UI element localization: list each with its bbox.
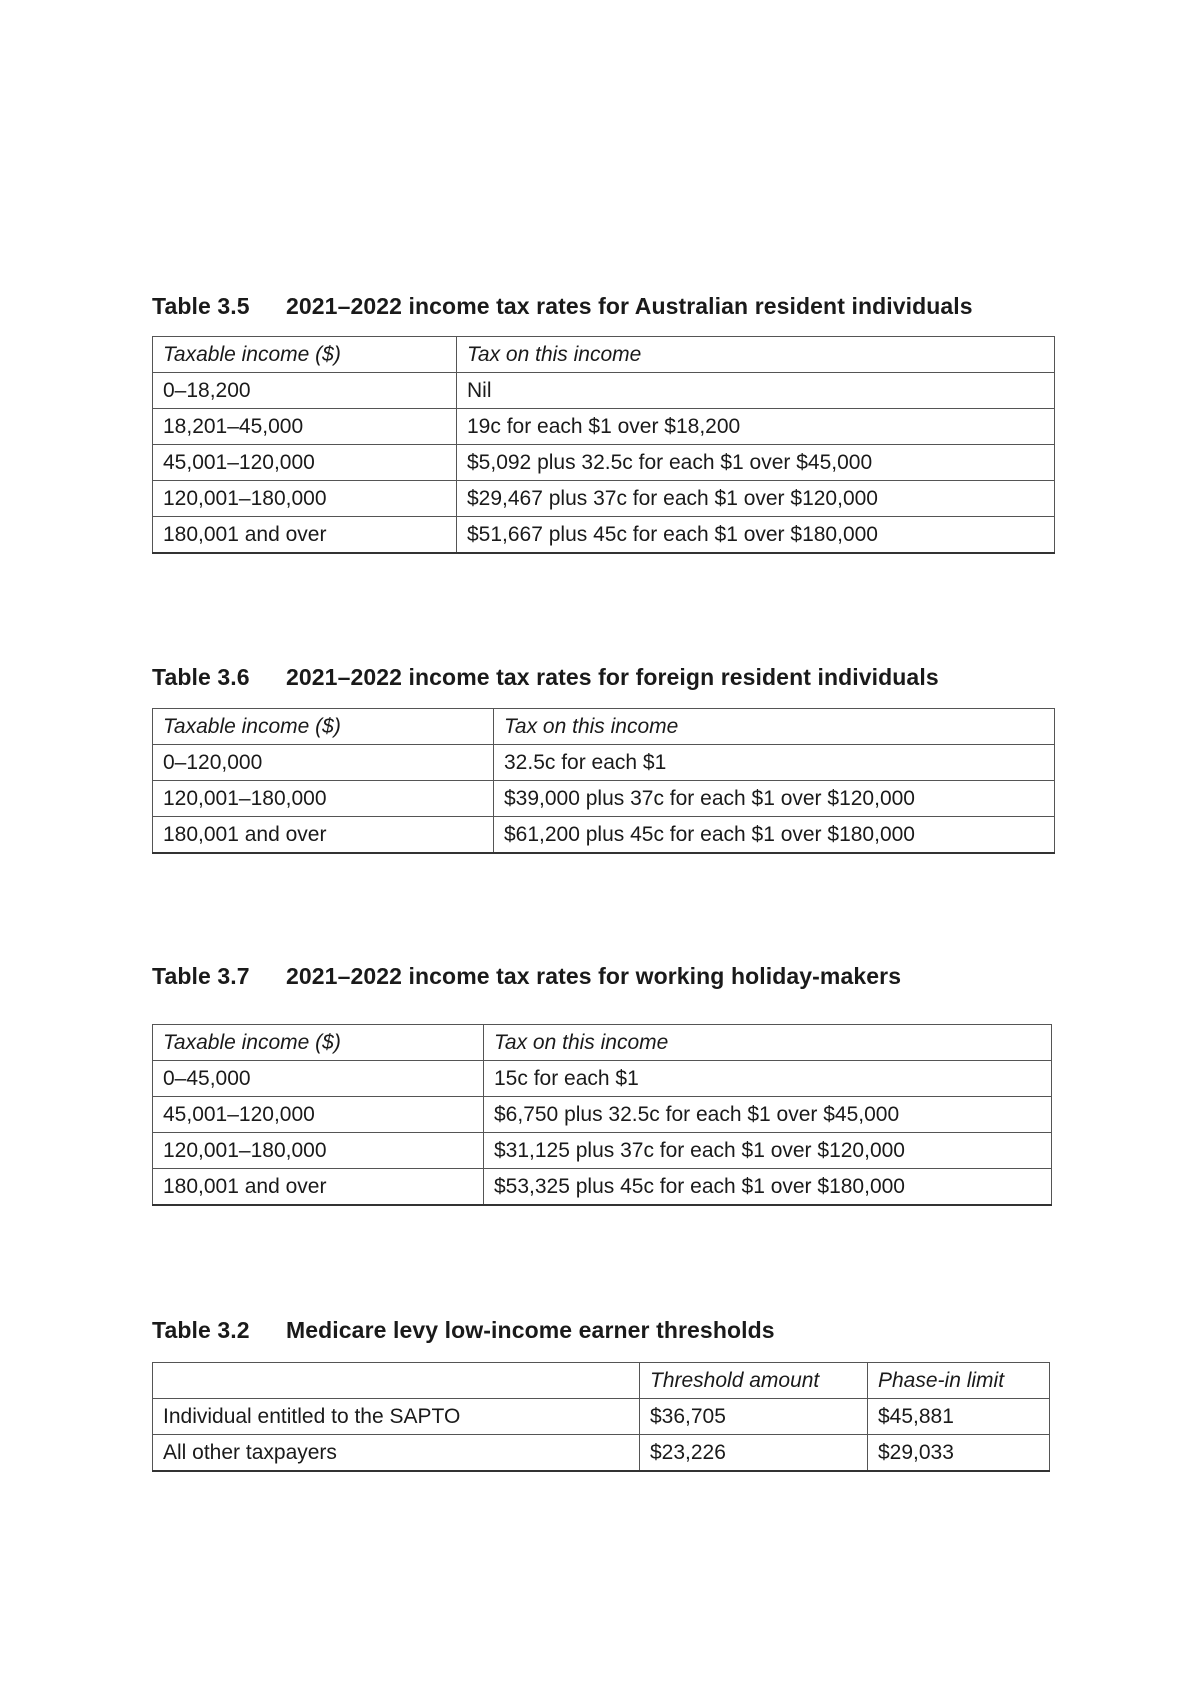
table-row (153, 1435, 1050, 1472)
table-cell: Nil (457, 373, 1055, 409)
table-row (153, 745, 1055, 781)
table-cell: $39,000 plus 37c for each $1 over $120,000 (494, 781, 1055, 817)
table-cell: 0–18,200 (153, 373, 457, 409)
table-cell: 0–45,000 (153, 1061, 484, 1097)
table-cell: $53,325 plus 45c for each $1 over $180,000 (484, 1169, 1052, 1206)
table-row (153, 481, 1055, 517)
table-caption (152, 1317, 775, 1344)
table-caption (152, 963, 901, 990)
table-cell: 120,001–180,000 (153, 481, 457, 517)
table-row (153, 1169, 1052, 1206)
table-row (153, 781, 1055, 817)
table-cell: $61,200 plus 45c for each $1 over $180,000 (494, 817, 1055, 854)
table-number: Table 3.2 (152, 1317, 250, 1343)
table-cell: $29,467 plus 37c for each $1 over $120,000 (457, 481, 1055, 517)
header-cell: Tax on this income (484, 1025, 1052, 1061)
table-cell: $45,881 (868, 1399, 1050, 1435)
table-3-5 (152, 336, 1055, 554)
table-cell: $6,750 plus 32.5c for each $1 over $45,000 (484, 1097, 1052, 1133)
table-cell: 180,001 and over (153, 517, 457, 554)
table-caption (152, 293, 973, 320)
table-cell: 45,001–120,000 (153, 445, 457, 481)
table-cell: 19c for each $1 over $18,200 (457, 409, 1055, 445)
table-3-6 (152, 708, 1055, 854)
table-cell: 32.5c for each $1 (494, 745, 1055, 781)
table-cell: $51,667 plus 45c for each $1 over $180,000 (457, 517, 1055, 554)
table-row (153, 817, 1055, 854)
header-cell (153, 1363, 640, 1399)
table-cell: 0–120,000 (153, 745, 494, 781)
header-cell: Taxable income ($) (153, 709, 494, 745)
table-number: Table 3.5 (152, 293, 250, 319)
table-cell: Individual entitled to the SAPTO (153, 1399, 640, 1435)
table-cell: 18,201–45,000 (153, 409, 457, 445)
table-row (153, 1097, 1052, 1133)
table-cell: 45,001–120,000 (153, 1097, 484, 1133)
table-row (153, 445, 1055, 481)
table-header-row (153, 709, 1055, 745)
table-cell: 15c for each $1 (484, 1061, 1052, 1097)
table-header-row (153, 337, 1055, 373)
header-cell: Taxable income ($) (153, 337, 457, 373)
table-title: 2021–2022 income tax rates for foreign resident individuals (286, 664, 939, 690)
table-cell: $29,033 (868, 1435, 1050, 1472)
table-row (153, 1133, 1052, 1169)
table-number: Table 3.7 (152, 963, 250, 989)
table-3-2 (152, 1362, 1050, 1472)
table-row (153, 373, 1055, 409)
table-cell: 180,001 and over (153, 817, 494, 854)
table-cell: All other taxpayers (153, 1435, 640, 1472)
table-cell: $23,226 (640, 1435, 868, 1472)
table-cell: 120,001–180,000 (153, 1133, 484, 1169)
table-row (153, 1399, 1050, 1435)
header-cell: Threshold amount (640, 1363, 868, 1399)
table-header-row (153, 1025, 1052, 1061)
table-row (153, 1061, 1052, 1097)
table-title: 2021–2022 income tax rates for working holiday-makers (286, 963, 902, 989)
table-row (153, 409, 1055, 445)
table-row (153, 517, 1055, 554)
header-cell: Tax on this income (457, 337, 1055, 373)
table-cell: 120,001–180,000 (153, 781, 494, 817)
header-cell: Phase-in limit (868, 1363, 1050, 1399)
table-title: 2021–2022 income tax rates for Australian resident individuals (286, 293, 973, 319)
table-3-7 (152, 1024, 1052, 1206)
header-cell: Tax on this income (494, 709, 1055, 745)
header-cell: Taxable income ($) (153, 1025, 484, 1061)
table-header-row (153, 1363, 1050, 1399)
table-title: Medicare levy low-income earner thresholds (286, 1317, 775, 1343)
table-number: Table 3.6 (152, 664, 250, 690)
table-cell: $31,125 plus 37c for each $1 over $120,000 (484, 1133, 1052, 1169)
table-cell: $36,705 (640, 1399, 868, 1435)
table-cell: 180,001 and over (153, 1169, 484, 1206)
table-cell: $5,092 plus 32.5c for each $1 over $45,000 (457, 445, 1055, 481)
table-caption (152, 664, 939, 691)
